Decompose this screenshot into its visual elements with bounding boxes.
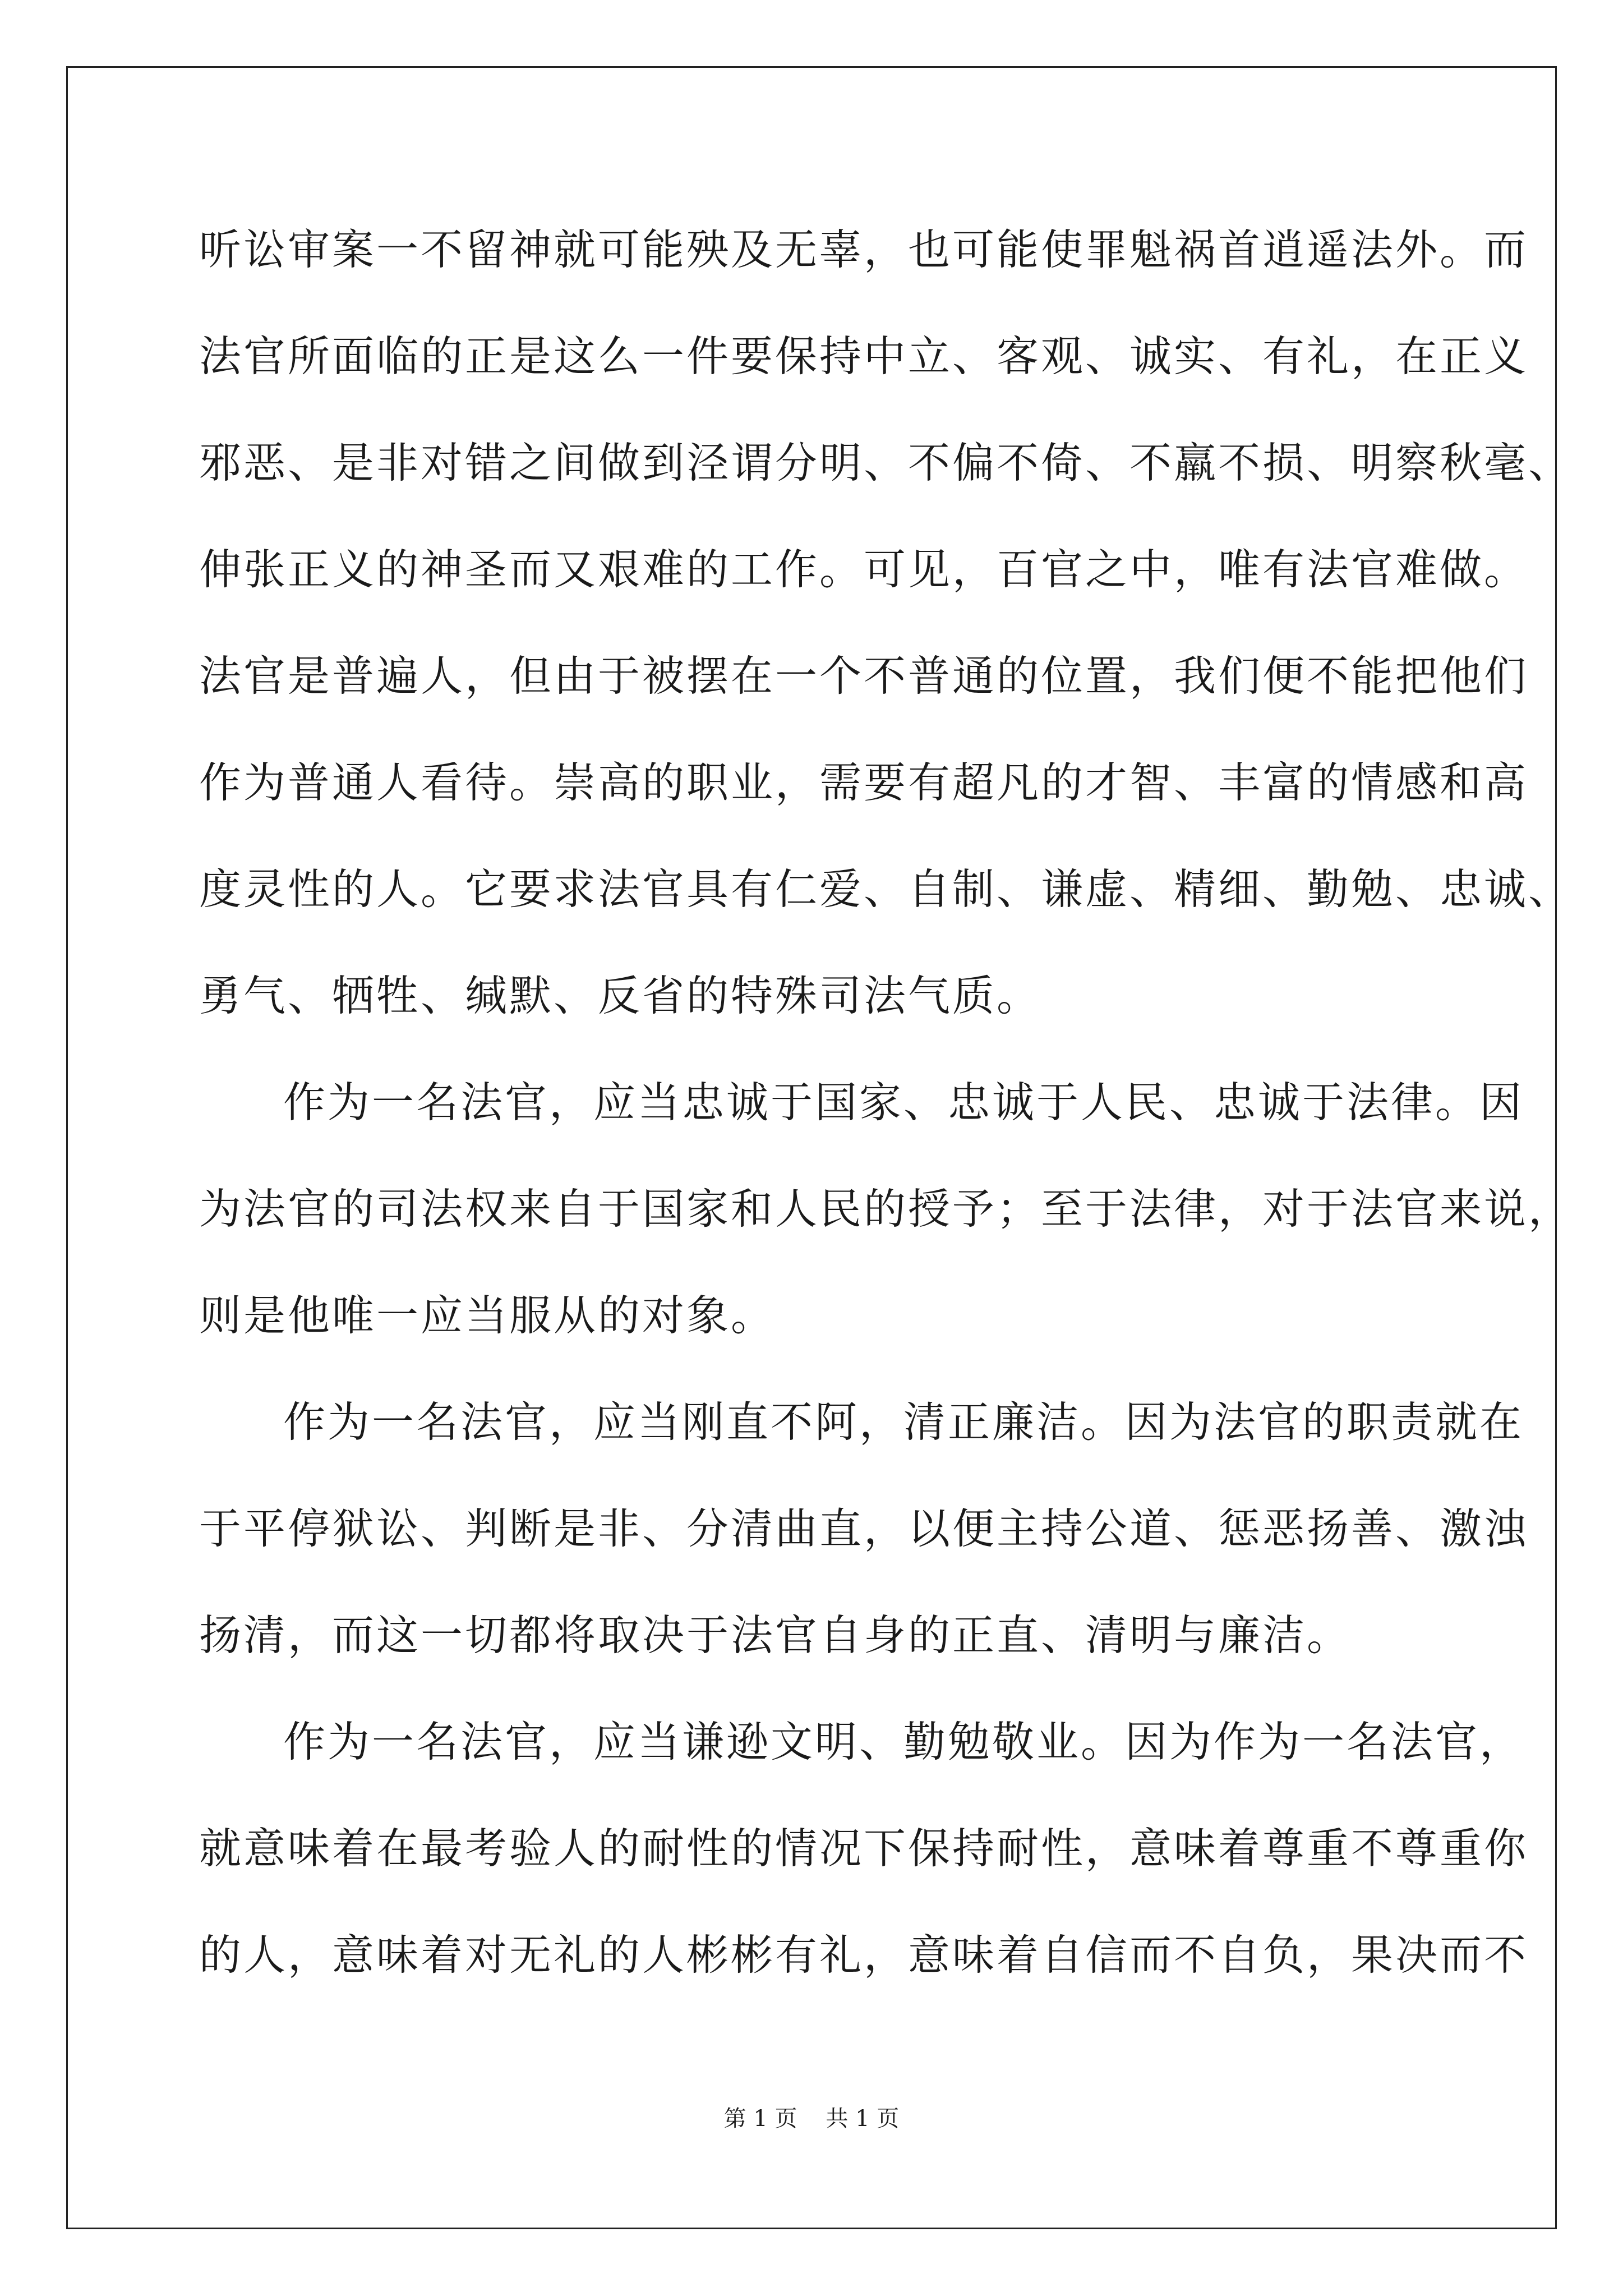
document-body bbox=[199, 216, 1573, 2028]
total-pages: 共 1 页 bbox=[826, 2106, 900, 2132]
text-line: 邪恶、是非对错之间做到泾谓分明、不偏不倚、不羸不损、明察秋毫、 bbox=[199, 438, 1573, 487]
text-line: 法官所面临的正是这么一件要保持中立、客观、诚实、有礼，在正义 bbox=[199, 332, 1529, 381]
text-line: 为法官的司法权来自于国家和人民的授予；至于法律，对于法官来说， bbox=[199, 1184, 1573, 1234]
text-line: 伸张正义的神圣而又艰难的工作。可见，百官之中，唯有法官难做。 bbox=[199, 545, 1529, 594]
page-footer bbox=[0, 2101, 1623, 2133]
text-line: 扬清，而这一切都将取决于法官自身的正直、清明与廉洁。 bbox=[199, 1611, 1352, 1660]
text-line: 法官是普遍人，但由于被摆在一个不普通的位置，我们便不能把他们 bbox=[199, 651, 1529, 701]
footer-gap bbox=[797, 2106, 826, 2132]
text-line: 的人，意味着对无礼的人彬彬有礼，意味着自信而不自负，果决而不 bbox=[199, 1930, 1529, 1980]
paragraph-first-line: 作为一名法官，应当忠诚于国家、忠诚于人民、忠诚于法律。因 bbox=[283, 1078, 1524, 1127]
paragraph-first-line: 作为一名法官，应当刚直不阿，清正廉洁。因为法官的职责就在 bbox=[283, 1397, 1524, 1447]
text-line: 听讼审案一不留神就可能殃及无辜，也可能使罪魁祸首逍遥法外。而 bbox=[199, 225, 1529, 274]
text-line: 勇气、牺牲、缄默、反省的特殊司法气质。 bbox=[199, 971, 1041, 1020]
text-line: 度灵性的人。它要求法官具有仁爱、自制、谦虚、精细、勤勉、忠诚、 bbox=[199, 864, 1573, 914]
paragraph-first-line: 作为一名法官，应当谦逊文明、勤勉敬业。因为作为一名法官， bbox=[283, 1717, 1524, 1766]
page-number: 第 1 页 bbox=[723, 2106, 797, 2132]
text-line: 就意味着在最考验人的耐性的情况下保持耐性，意味着尊重不尊重你 bbox=[199, 1824, 1529, 1873]
text-line: 作为普通人看待。崇高的职业，需要有超凡的才智、丰富的情感和高 bbox=[199, 758, 1529, 807]
text-line: 则是他唯一应当服从的对象。 bbox=[199, 1291, 776, 1340]
text-line: 于平停狱讼、判断是非、分清曲直，以便主持公道、惩恶扬善、激浊 bbox=[199, 1504, 1529, 1553]
